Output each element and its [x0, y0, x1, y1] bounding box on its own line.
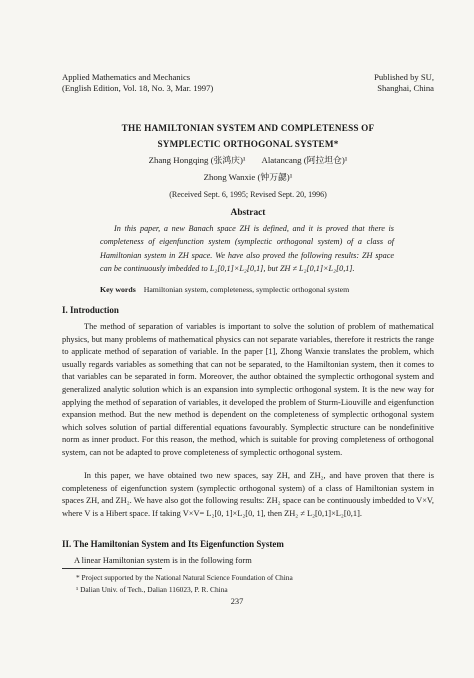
section-heading-hamiltonian: II. The Hamiltonian System and Its Eigenfunction System	[62, 539, 284, 549]
journal-citation: Applied Mathematics and Mechanics (English Edition, Vol. 18, No. 3, Mar. 1997)	[62, 72, 214, 93]
body-paragraph: The method of separation of variables is important to solve the solution of problem of mathematical physics, but many problems of mathematical physics can not separate variables, therefore it restricts the range to applicate method of separation of variable. In the paper [1], Zhong Wanxie translates the problem, which usually regards variables as something that can not be separated, to the Hamiltonian system, then it comes to that variables can be separated in form. Moreover, the author obtained the symplectic orthogonal system and generalized analytic solution which is an expansion into symplectic orthogonal system. It is the new way for applying the method of separation of variables, it developed the problem of Sturm-Liouville and eigenfunction expansion method. But the new method is dependent on the completeness of symplectic orthogonal system which solves solution of partial differential equations favourably. Symplectic structure can be nondefinitive norm as inner product. For this reason, the method, which is suitable for proving completeness of orthogonal system, can not be adapted to prove completeness of symplectic orthogonal system.	[62, 322, 434, 457]
page-number: 237	[230, 597, 244, 606]
footnotes	[62, 572, 434, 596]
author-block	[62, 152, 434, 186]
section-heading-introduction: I. Introduction	[62, 305, 119, 315]
footnote-divider	[62, 568, 162, 569]
received-dates: (Received Sept. 6, 1995; Revised Sept. 20, 1996)	[169, 190, 327, 199]
paper-title: THE HAMILTONIAN SYSTEM AND COMPLETENESS OF SYMPLECTIC ORTHOGONAL SYSTEM*	[121, 123, 375, 149]
body-paragraph: In this paper, we have obtained two new spaces, say ZH, and ZH₂, and have proven that there is completeness of eigenfunction system (symplectic orthogonal system) of a class of Hamiltonian system in spaces ZH, and ZH₂. We have also got the following results: ZH₂ space can be continuously imbedded to V×V, where V is a Hibert space. If taking V×V= L₂[0, 1]×L₂[0, 1], then ZH₂ ≠ L₂[0,1]×L₂[0,1].	[62, 471, 434, 518]
author-name: Zhong Wanxie (钟万勰)¹	[203, 172, 293, 182]
author-name: Alatancang (阿拉坦仓)¹	[261, 155, 348, 165]
keywords-text: Hamiltonian system, completeness, symplectic orthogonal system	[143, 285, 350, 294]
footnote-affiliation: ¹ Dalian Univ. of Tech., Dalian 116023, P. R. China	[76, 585, 228, 594]
author-name: Zhang Hongqing (张鸿庆)¹	[148, 155, 246, 165]
publisher-info: Published by SU, Shanghai, China	[374, 72, 434, 93]
abstract-text: In this paper, a new Banach space ZH is defined, and it is proved that there is completeness of eigenfunction system (symplectic orthogonal system) of a class of Hamiltonian system in ZH space. We have also proved the following results: ZH space can be continuously imbedded to L₂[0,1]×L₂[0,1], but ZH ≠ L₂[0,1]×L₂[0,1].	[100, 224, 394, 273]
footnote-funding: * Project supported by the National Natural Science Foundation of China	[76, 573, 293, 582]
journal-header	[62, 72, 434, 94]
keywords-line	[100, 285, 434, 294]
body-paragraph: A linear Hamiltonian system is in the following form	[74, 556, 252, 565]
abstract-heading: Abstract	[230, 208, 266, 218]
keywords-label: Key words	[100, 285, 136, 294]
